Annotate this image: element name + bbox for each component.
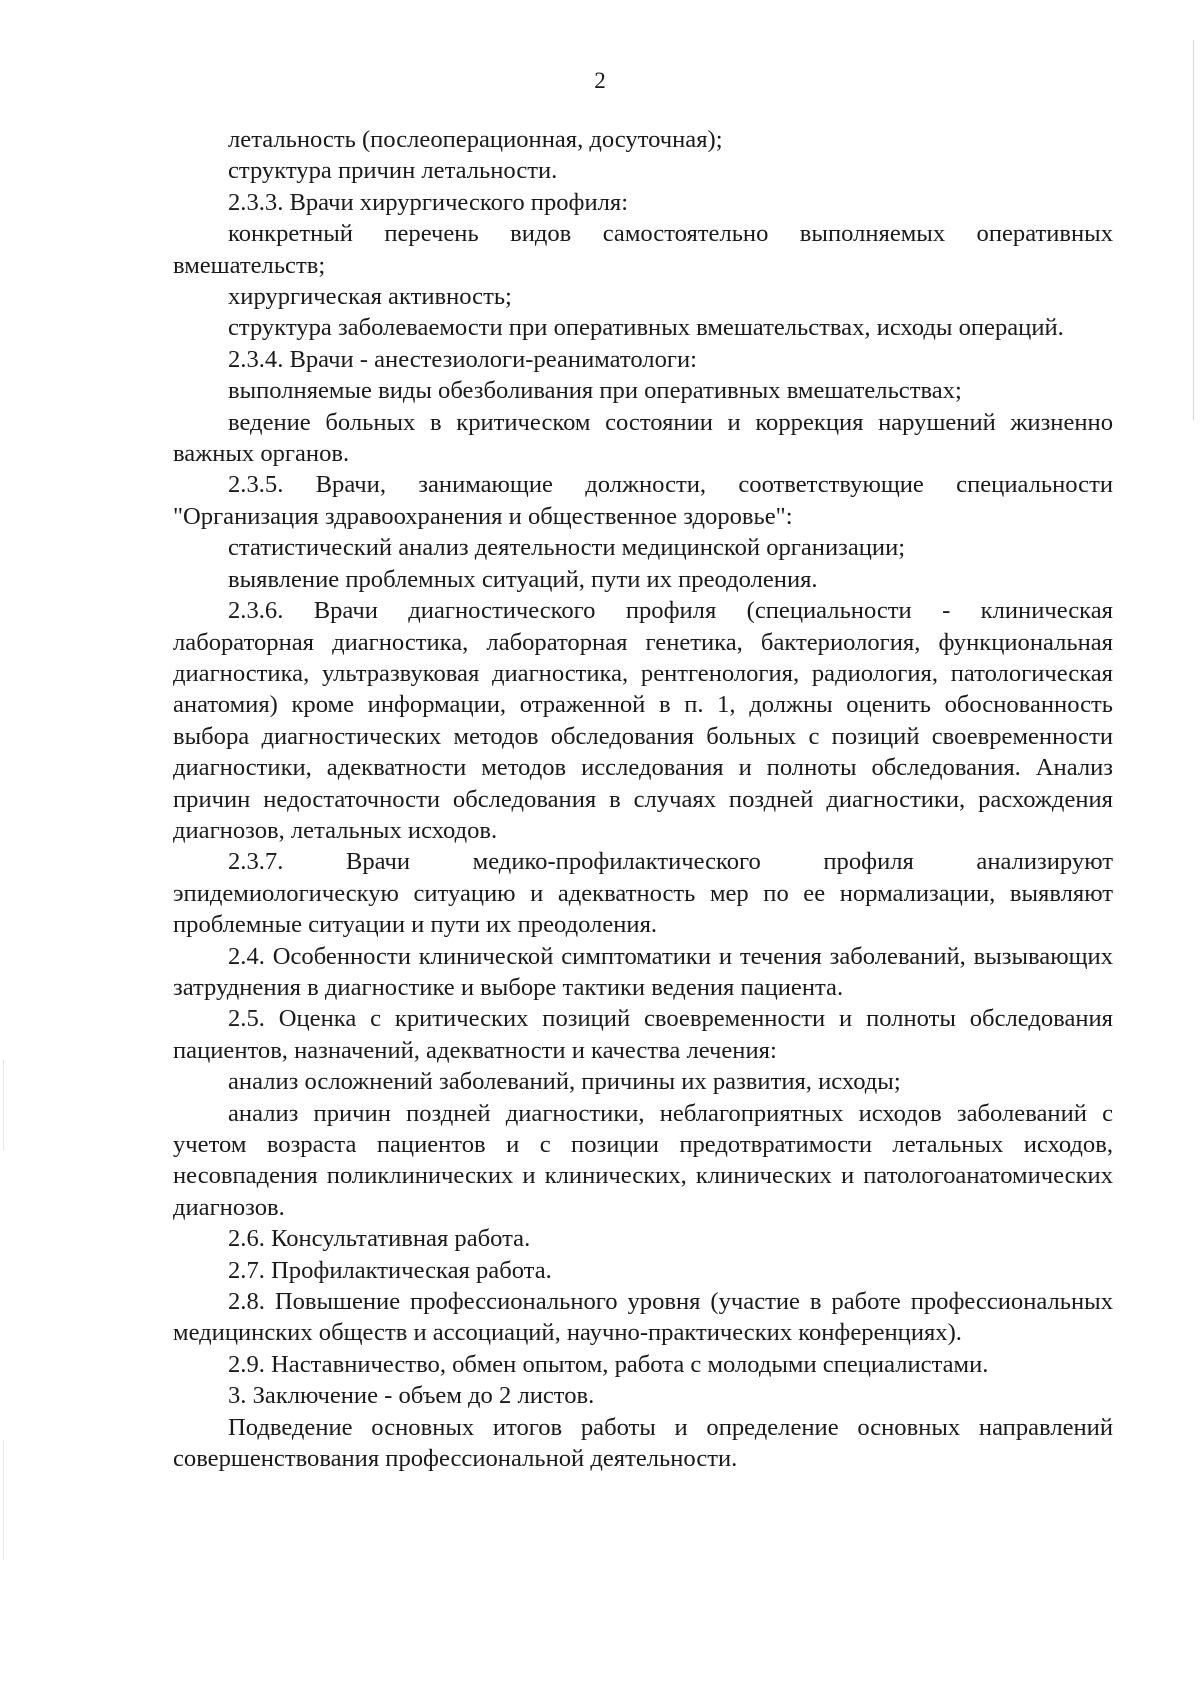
section-heading: 3. Заключение - объем до 2 листов.: [228, 1382, 595, 1410]
paragraph: выявление проблемных ситуаций, пути их преодоления.: [228, 565, 818, 593]
paragraph: 2.7. Профилактическая работа.: [228, 1256, 552, 1284]
paragraph: 2.8. Повышение профессионального уровня (участие в работе профессиональных медицинских обществ и ассоциаций, научно-практических конференциях).: [173, 1288, 1113, 1347]
paragraph: 2.4. Особенности клинической симптоматики и течения заболеваний, вызывающих затруднения в диагностике и выборе тактики ведения пациента.: [173, 942, 1113, 1001]
paragraph: конкретный перечень видов самостоятельно выполняемых оперативных вмешательств;: [173, 220, 1113, 279]
paragraph: 2.9. Наставничество, обмен опытом, работа с молодыми специалистами.: [228, 1350, 989, 1378]
paragraph: структура заболеваемости при оперативных вмешательствах, исходы операций.: [228, 314, 1064, 342]
section-heading: 2.3.3. Врачи хирургического профиля:: [228, 188, 629, 216]
paragraph: выполняемые виды обезболивания при оперативных вмешательствах;: [228, 377, 962, 405]
section-heading: 2.3.5. Врачи, занимающие должности, соответствующие специальности "Организация здравоохранения и общественное здоровье":: [173, 471, 1113, 530]
section-heading: 2.3.4. Врачи - анестезиологи-реаниматологи:: [228, 345, 697, 373]
scan-left-mark: [3, 1440, 4, 1560]
paragraph: 2.3.6. Врачи диагностического профиля (специальности - клиническая лабораторная диагностика, лабораторная генетика, бактериология, функциональная диагностика, ультразвуковая диагностика, рентгенология, радиология, патологическая анатомия) кроме информации, отраженной в п. 1, должны оценить обоснованность выбора диагностических методов обследования больных с позиций своевременности диагностики, адекватности методов исследования и полноты обследования. Анализ причин недостаточности обследования в случаях поздней диагностики, расхождения диагнозов, летальных исходов.: [173, 597, 1113, 844]
paragraph: 2.6. Консультативная работа.: [228, 1225, 531, 1253]
scan-edge-mark: [1193, 40, 1194, 420]
paragraph: анализ причин поздней диагностики, неблагоприятных исходов заболеваний с учетом возраста пациентов и с позиции предотвратимости летальных исходов, несовпадения поликлинических и клинических, клинических и патологоанатомических диагнозов.: [173, 1099, 1113, 1221]
paragraph: статистический анализ деятельности медицинской организации;: [228, 534, 906, 562]
paragraph: хирургическая активность;: [228, 283, 512, 311]
paragraph: ведение больных в критическом состоянии и коррекция нарушений жизненно важных органов.: [173, 408, 1113, 468]
paragraph: структура причин летальности.: [228, 157, 558, 185]
paragraph: Подведение основных итогов работы и определение основных направлений совершенствования профессиональной деятельности.: [173, 1413, 1113, 1473]
paragraph: анализ осложнений заболеваний, причины их развития, исходы;: [228, 1068, 901, 1096]
paragraph: летальность (послеоперационная, досуточная);: [228, 126, 723, 153]
document-body: [173, 124, 1113, 1474]
page-number: 2: [594, 68, 606, 93]
scan-left-mark: [3, 1060, 4, 1150]
paragraph: 2.5. Оценка с критических позиций своевременности и полноты обследования пациентов, назначений, адекватности и качества лечения:: [173, 1005, 1113, 1064]
paragraph: 2.3.7. Врачи медико-профилактического профиля анализируют эпидемиологическую ситуацию и адекватность мер по ее нормализации, выявляют проблемные ситуации и пути их преодоления.: [173, 848, 1113, 939]
